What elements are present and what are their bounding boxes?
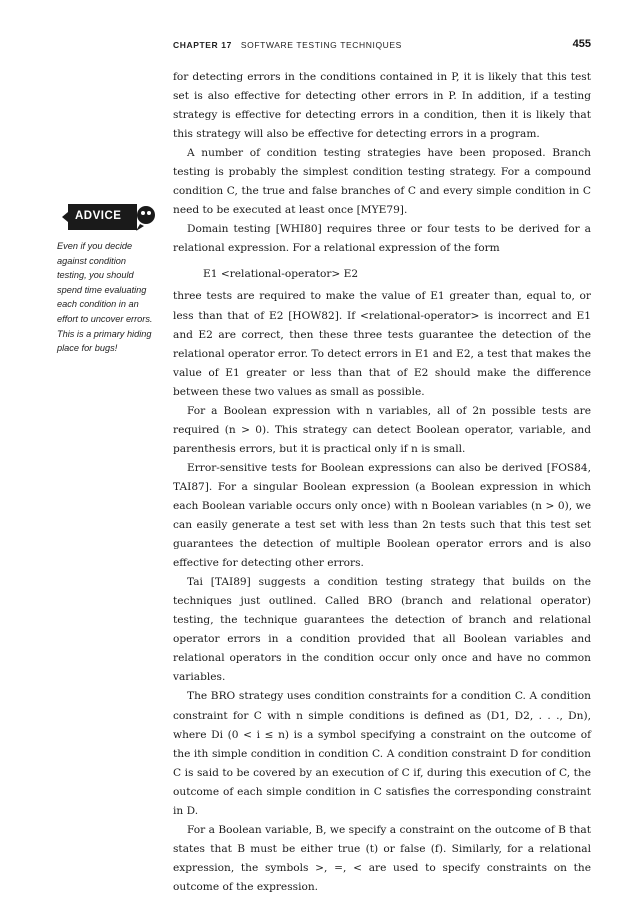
advice-tip-text: Even if you decide against condition testing, you should spend time evaluating each condition in an effort to uncover errors. This is a primary hiding place for bugs! [57, 241, 153, 354]
page-number: 455 [572, 38, 591, 50]
chapter-heading [173, 40, 402, 50]
paragraph: Domain testing [WHI80] requires three or four tests to be derived for a relational expression. For a relational expression of the form [173, 223, 591, 255]
paragraph: For a Boolean expression with n variables, all of 2n possible tests are required (n > 0). This strategy can detect Boolean operator, variable, and parenthesis errors, but it is practical only if n is small. [173, 404, 591, 455]
relational-expression-formula: E1 <relational-operator> E2 [203, 268, 359, 281]
chapter-label: CHAPTER 17 [173, 40, 232, 50]
advice-badge-label: ADVICE [75, 210, 122, 222]
paragraph: The BRO strategy uses condition constraints for a condition C. A condition constraint for C with n simple conditions is defined as (D1, D2, . . ., Dn), where Di (0 < i ≤ n) is a symbol specifying a constraint on the outcome of the ith simple condition in condition C. A condition constraint D for condition C is said to be covered by an execution of C if, during this execution of C, the outcome of each simple condition in C satisfies the corresponding constraint in D. [173, 690, 591, 817]
body-text [173, 68, 591, 897]
paragraph: Error-sensitive tests for Boolean expressions can also be derived [FOS84, TAI87]. For a singular Boolean expression (a Boolean expression in which each Boolean variable occurs only once) with n Boolean variables (n > 0), we can easily generate a test set with less than 2n tests such that this test set guarantees the detection of multiple Boolean operator errors and is also effective for detecting other errors. [173, 461, 591, 570]
chapter-title: SOFTWARE TESTING TECHNIQUES [240, 40, 402, 50]
paragraph: For a Boolean variable, B, we specify a constraint on the outcome of B that states that B must be either true (t) or false (f). Similarly, for a relational expression, the symbols >, =, < are used to specify constraints on the outcome of the expression. [173, 823, 591, 893]
running-header [173, 38, 591, 54]
advice-sidebar [57, 200, 157, 356]
paragraph: three tests are required to make the value of E1 greater than, equal to, or less than that of E2 [HOW82]. If <relational-operator> is incorrect and E1 and E2 are correct, then these three tests guarantee the detection of the relational operator error. To detect errors in E1 and E2, a test that makes the value of E1 greater or less than that of E2 should make the difference between these two values as small as possible. [173, 290, 591, 398]
advice-badge [57, 200, 157, 234]
paragraph: A number of condition testing strategies have been proposed. Branch testing is probably the simplest condition testing strategy. For a compound condition C, the true and false branches of C and every simple condition in C need to be executed at least once [MYE79]. [173, 147, 591, 217]
paragraph: for detecting errors in the conditions contained in P, it is likely that this test set is also effective for detecting other errors in P. In addition, if a testing strategy is effective for detecting errors in a condition, then it is likely that this strategy will also be effective for detecting errors in a program. [173, 71, 591, 141]
paragraph: Tai [TAI89] suggests a condition testing strategy that builds on the techniques just outlined. Called BRO (branch and relational operator) testing, the technique guarantees the detection of branch and relational operator errors in a condition provided that all Boolean variables and relational operators in the condition occur only once and have no common variables. [173, 576, 591, 684]
